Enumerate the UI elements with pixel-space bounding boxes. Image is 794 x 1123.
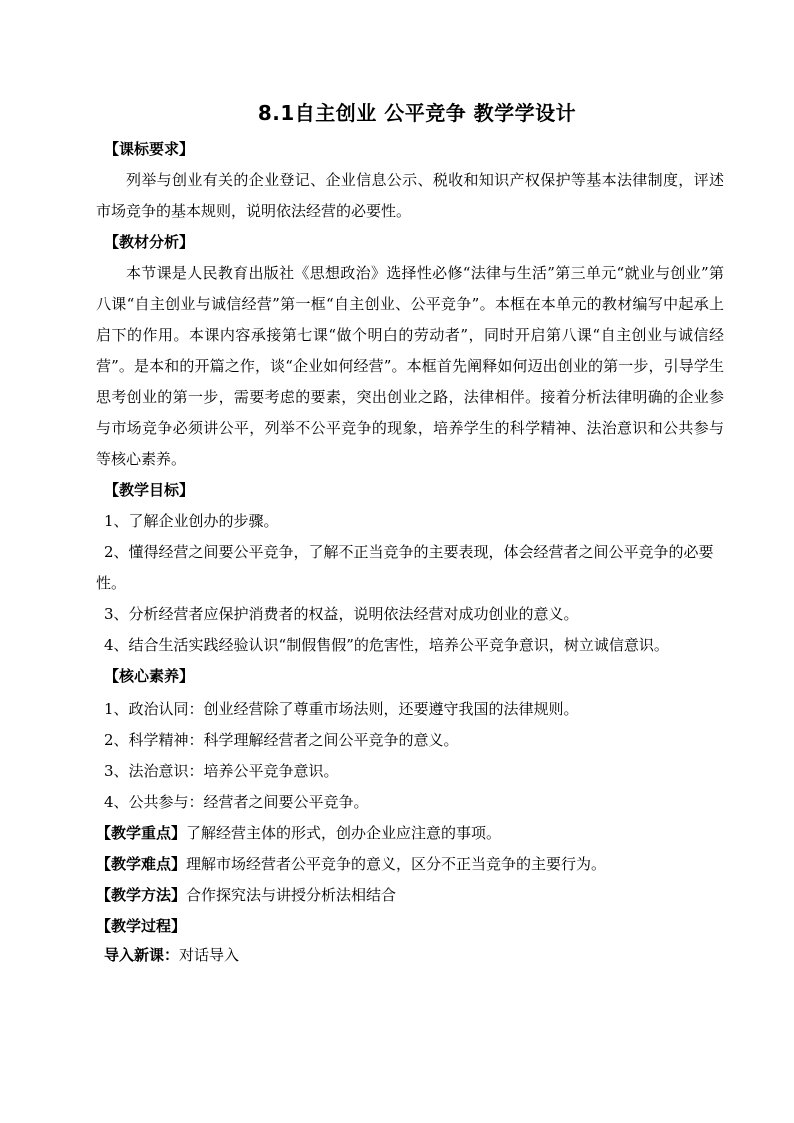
objective-item: 1、了解企业创办的步骤。 [104,512,279,530]
objectives-heading: 【教学目标】 [104,481,195,499]
curriculum-heading: 【课标要求】 [104,140,195,158]
key-point-label: 【教学重点】 [96,824,187,842]
intro-row [96,942,724,968]
difficulty-text: 理解市场经营者公平竞争的意义，区分不正当竞争的主要行为。 [186,855,607,873]
method-label: 【教学方法】 [96,886,187,904]
document-body [96,134,724,968]
literacy-item: 3、法治意识：培养公平竞争意识。 [104,762,339,780]
literacy-item: 4、公共参与：经营者之间要公平竞争。 [104,793,369,811]
literacy-item: 2、科学精神：科学理解经营者之间公平竞争的意义。 [104,731,459,749]
intro-text: 对话导入 [179,946,240,964]
objective-item: 4、结合生活实践经验认识“制假售假”的危害性，培养公平竞争意识，树立诚信意识。 [104,636,669,654]
method-text: 合作探究法与讲授分析法相结合 [186,886,397,904]
key-point-text: 了解经营主体的形式，创办企业应注意的事项。 [186,824,502,842]
key-point-row [96,818,724,849]
analysis-heading: 【教材分析】 [104,233,195,251]
intro-label: 导入新课： [104,946,180,964]
literacy-item: 1、政治认同：创业经营除了尊重市场法则，还要遵守我国的法律规则。 [104,700,579,718]
difficulty-label: 【教学难点】 [96,855,187,873]
objective-item: 3、分析经营者应保护消费者的权益，说明依法经营对成功创业的意义。 [104,605,579,623]
method-row [96,880,724,911]
document-title: 8.1自主创业 公平竞争 教学学设计 [257,101,577,125]
process-heading: 【教学过程】 [96,917,187,935]
difficulty-row [96,849,724,880]
analysis-text: 本节课是人民教育出版社《思想政治》选择性必修“法律与生活”第三单元“就业与创业”第八课“自主创业与诚信经营”第一框“自主创业、公平竞争”。本框在本单元的教材编写中起承上启下的作用。本课内容承接第七课“做个明白的劳动者”，同时开启第八课“自主创业与诚信经营”。是本和的开篇之作，谈“企业如何经营”。本框首先阐释如何迈出创业的第一步，引导学生思考创业的第一步，需要考虑的要素，突出创业之路，法律相伴。接着分析法律明确的企业参与市场竞争必须讲公平，列举不公平竞争的现象，培养学生的科学精神、法治意识和公共参与等核心素养。 [96,264,724,468]
curriculum-text: 列举与创业有关的企业登记、企业信息公示、税收和知识产权保护等基本法律制度，评述市场竞争的基本规则，说明依法经营的必要性。 [96,171,724,220]
objective-item: 2、懂得经营之间要公平竞争，了解不正当竞争的主要表现，体会经营者之间公平竞争的必要性。 [96,543,714,592]
literacy-heading: 【核心素养】 [104,667,195,685]
